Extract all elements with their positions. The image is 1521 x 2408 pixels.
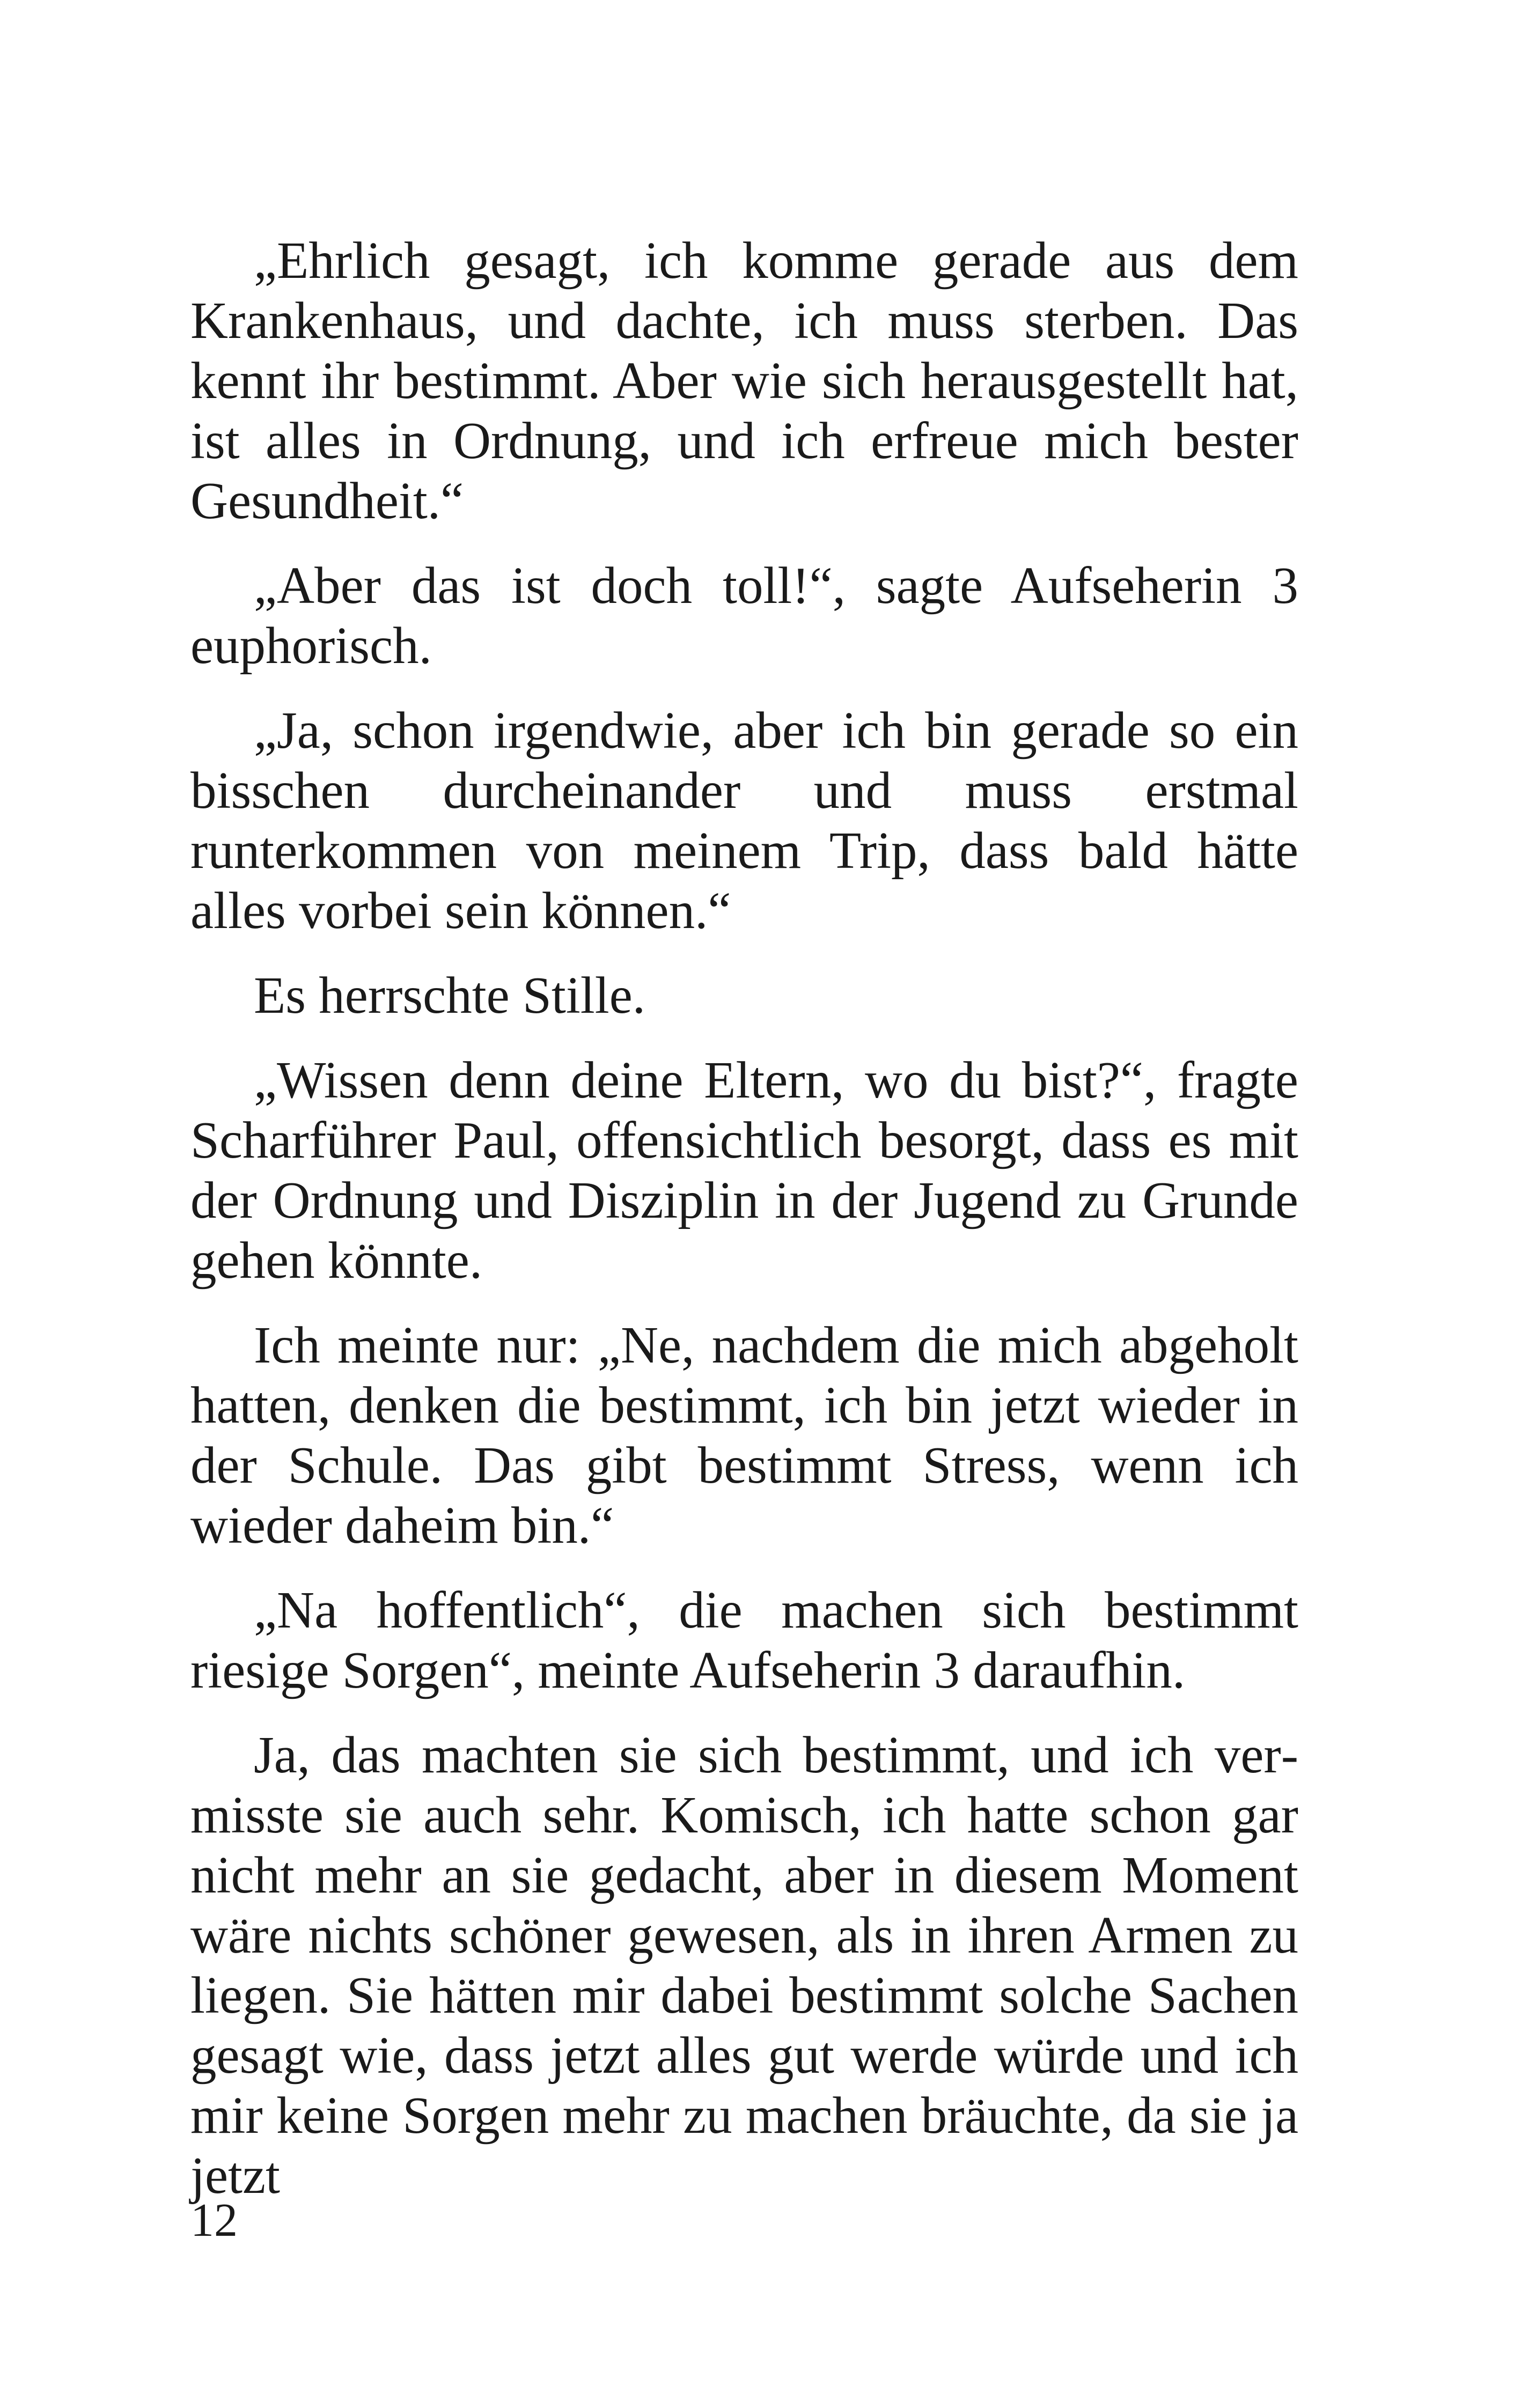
- paragraph-7: „Na hoffentlich“, die machen sich bestimmt riesige Sorgen“, meinte Aufseherin 3 daraufhin.: [190, 1581, 1298, 1699]
- paragraph-5: „Wissen denn deine Eltern, wo du bist?“, fragte Scharführer Paul, offensichtlich besorgt, dass es mit der Ordnung und Disziplin in der Jugend zu Grunde gehen könnte.: [190, 1051, 1298, 1289]
- paragraph-8: Ja, das machten sie sich bestimmt, und ich vermisste sie auch sehr. Komisch, ich hatte schon gar nicht mehr an sie gedacht, aber in diesem Moment wäre nichts schöner gewesen, als in ihren Armen zu liegen. Sie hätten mir dabei bestimmt solche Sachen gesagt wie, dass jetzt alles gut werde würde und ich mir keine Sorgen mehr zu machen bräuchte, da sie ja jetzt: [190, 1726, 1298, 2204]
- paragraph-2: „Aber das ist doch toll!“, sagte Aufseherin 3 euphorisch.: [190, 557, 1298, 674]
- body-text: [190, 231, 1298, 2206]
- paragraph-3: „Ja, schon irgendwie, aber ich bin gerade so ein bisschen durcheinander und muss erstmal runterkommen von meinem Trip, dass bald hätte alles vorbei sein können.“: [190, 702, 1298, 939]
- page-number: 12: [190, 2195, 238, 2247]
- paragraph-1: „Ehrlich gesagt, ich komme gerade aus dem Krankenhaus, und dachte, ich muss sterben. Das kennt ihr bestimmt. Aber wie sich herausgestellt hat, ist alles in Ordnung, und ich erfreue mich bester Gesundheit.“: [190, 232, 1298, 529]
- paragraph-4: Es herrschte Stille.: [254, 967, 646, 1024]
- paragraph-6: Ich meinte nur: „Ne, nachdem die mich abgeholt hatten, denken die bestimmt, ich bin jetzt wieder in der Schule. Das gibt bestimmt Stress, wenn ich wieder daheim bin.“: [190, 1316, 1298, 1554]
